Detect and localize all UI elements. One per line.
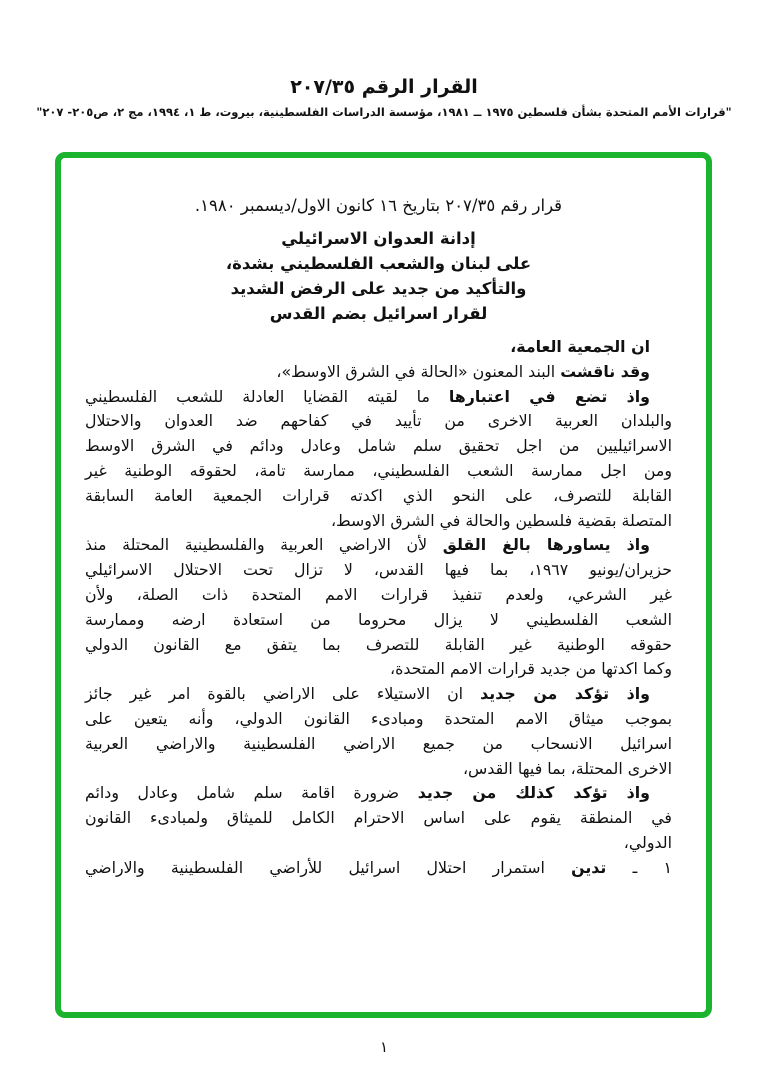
resolution-heading — [85, 226, 672, 326]
text-line: واذ تؤكد كذلك من جديد ضرورة اقامة سلم شامل وعادل ودائم — [85, 783, 650, 803]
text-line: الدولي، — [623, 832, 672, 852]
text-line: القابلة للتصرف، على النحو الذي اكدته قرارات الجمعية العامة السابقة — [85, 485, 672, 505]
text-line: ومن اجل ممارسة الشعب الفلسطيني، ممارسة تامة، لحقوقه الوطنية غير — [85, 460, 672, 480]
document-header — [28, 76, 740, 119]
text-line: واذ تؤكد من جديد ان الاستيلاء على الاراضي بالقوة امر غير جائز — [85, 684, 650, 704]
text-line: اسرائيل الانسحاب من جميع الاراضي الفلسطينية والاراضي العربية — [85, 733, 672, 753]
text-line: حزيران/يونيو ١٩٦٧، بما فيها القدس، لا تزال تحت الاحتلال الاسرائيلي — [85, 560, 672, 580]
resolution-frame — [55, 152, 712, 1018]
text-line: واذ تضع في اعتبارها ما لقيته القضايا العادلة للشعب الفلسطيني — [85, 386, 650, 406]
text-line: والبلدان العربية الاخرى من تأييد في كفاحهم ضد العدوان والاحتلال — [85, 411, 672, 431]
source-citation: "قرارات الأمم المتحدة بشأن فلسطين ١٩٧٥ ــ ١٩٨١، مؤسسة الدراسات الفلسطينية، بيروت، ط ١، ١٩٩٤، مج ٢، ص٢٠٥- ٢٠٧" — [36, 105, 732, 119]
heading-line: على لبنان والشعب الفلسطيني بشدة، — [225, 254, 532, 273]
text-line: في المنطقة يقوم على اساس الاحترام الكامل للميثاق ولمبادىء القانون — [85, 808, 672, 828]
text-line: المتصلة بقضية فلسطين والحالة في الشرق الاوسط، — [330, 510, 672, 530]
heading-line: لقرار اسرائيل بضم القدس — [269, 304, 488, 323]
heading-line: إدانة العدوان الاسرائيلي — [281, 229, 476, 248]
page-number: ١ — [379, 1038, 389, 1056]
text-line: الاخرى المحتلة، بما فيها القدس، — [462, 758, 672, 778]
text-line: ان الجمعية العامة، — [510, 337, 650, 356]
text-line-item-1: ١ ـ تدين استمرار احتلال اسرائيل للأراضي الفلسطينية والاراضي — [85, 857, 673, 877]
text-line: وكما اكدتها من جديد قرارات الامم المتحدة، — [389, 659, 672, 679]
text-line: الشعب الفلسطيني لا يزال محروما من استعادة ارضه وممارسة — [85, 609, 672, 629]
resolution-date-line: قرار رقم ٢٠٧/٣٥ بتاريخ ١٦ كانون الاول/ديسمبر ١٩٨٠. — [194, 196, 563, 215]
text-line: غير الشرعي، ولعدم تنفيذ قرارات الامم المتحدة ذات الصلة، ولأن — [85, 584, 672, 604]
resolution-body — [85, 335, 672, 881]
text-line: الاسرائيليين من اجل تحقيق سلم شامل وعادل ودائم في الشرق الاوسط — [85, 436, 672, 456]
text-line: حقوقه الوطنية غير القابلة للتصرف بما يتفق مع القانون الدولي — [85, 634, 672, 654]
text-line: وقد ناقشت البند المعنون «الحالة في الشرق الاوسط»، — [276, 361, 650, 381]
text-line: بموجب ميثاق الامم المتحدة ومبادىء القانون الدولي، وأنه يتعين على — [85, 708, 672, 728]
text-line: واذ يساورها بالغ القلق لأن الاراضي العربية والفلسطينية المحتلة منذ — [85, 535, 650, 555]
resolution-title: القرار الرقم ٢٠٧/٣٥ — [290, 76, 478, 98]
heading-line: والتأكيد من جديد على الرفض الشديد — [230, 279, 527, 298]
